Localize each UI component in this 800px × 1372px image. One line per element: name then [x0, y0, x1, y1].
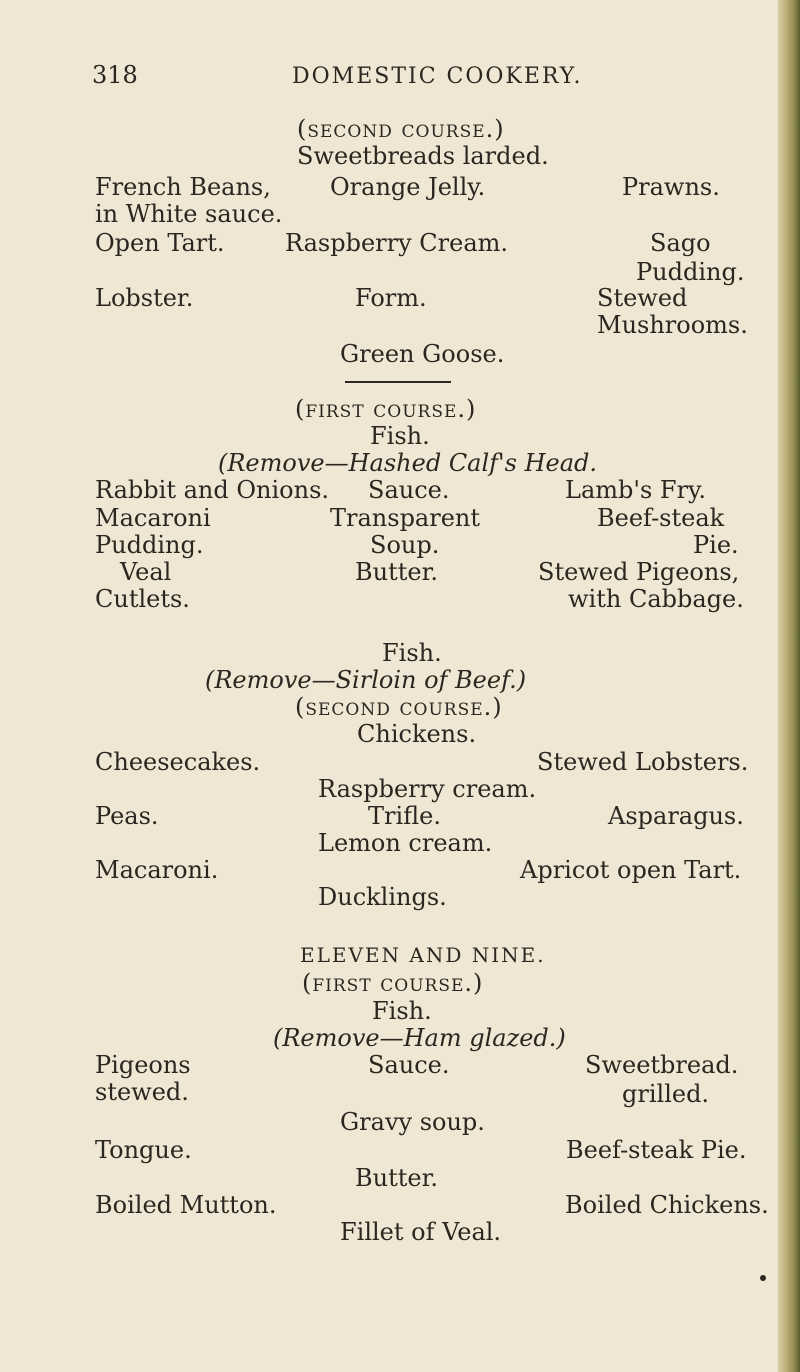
- remove-note: (Remove—Sirloin of Beef.): [205, 666, 527, 694]
- section-divider: [345, 381, 451, 383]
- menu-item: Sweetbread.: [585, 1051, 739, 1079]
- menu-item: Veal: [120, 558, 172, 586]
- menu-item: Sauce.: [368, 476, 450, 504]
- menu-item: Stewed: [597, 284, 688, 312]
- menu-item: Rabbit and Onions.: [95, 476, 330, 504]
- menu-item: Stewed Pigeons,: [538, 558, 740, 586]
- menu-item: Macaroni: [95, 504, 211, 532]
- menu-item: Open Tart.: [95, 229, 225, 257]
- menu-item: Green Goose.: [340, 340, 505, 368]
- menu-item: grilled.: [622, 1080, 710, 1108]
- remove-note: (Remove—Ham glazed.): [273, 1024, 566, 1052]
- course-heading: (first course.): [295, 395, 477, 423]
- running-title: DOMESTIC COOKERY.: [292, 64, 583, 89]
- menu-item: Raspberry cream.: [318, 775, 537, 803]
- menu-item: Tongue.: [95, 1136, 192, 1164]
- menu-item: Orange Jelly.: [330, 173, 486, 201]
- menu-item: Butter.: [355, 1164, 439, 1192]
- menu-item: Boiled Chickens.: [565, 1191, 769, 1219]
- menu-item: Pie.: [693, 531, 739, 559]
- menu-item: Peas.: [95, 802, 159, 830]
- menu-heading: ELEVEN AND NINE.: [300, 943, 546, 967]
- page-edge-shadow: [778, 0, 800, 1372]
- menu-item: Pudding.: [95, 531, 204, 559]
- menu-item: Fillet of Veal.: [340, 1218, 502, 1246]
- menu-item: Lemon cream.: [318, 829, 493, 857]
- menu-item: Form.: [355, 284, 427, 312]
- menu-item: Fish.: [382, 639, 442, 667]
- menu-item: Lamb's Fry.: [565, 476, 707, 504]
- menu-item: Soup.: [370, 531, 440, 559]
- course-heading: (second course.): [297, 115, 505, 143]
- menu-item: Sweetbreads larded.: [297, 142, 549, 170]
- menu-item: stewed.: [95, 1078, 189, 1106]
- menu-item: Chickens.: [357, 720, 477, 748]
- menu-item: Ducklings.: [318, 883, 447, 911]
- menu-item: Raspberry Cream.: [285, 229, 509, 257]
- menu-item: Lobster.: [95, 284, 194, 312]
- menu-item: Boiled Mutton.: [95, 1191, 277, 1219]
- ink-spot: [760, 1275, 766, 1281]
- menu-item: Mushrooms.: [597, 311, 748, 339]
- menu-item: Apricot open Tart.: [520, 856, 742, 884]
- course-heading: (first course.): [302, 969, 484, 997]
- menu-item: Transparent: [330, 504, 481, 532]
- menu-item: Gravy soup.: [340, 1108, 485, 1136]
- menu-item: Cutlets.: [95, 585, 190, 613]
- menu-item: with Cabbage.: [568, 585, 744, 613]
- menu-item: Pigeons: [95, 1051, 191, 1079]
- menu-item: Butter.: [355, 558, 439, 586]
- menu-item: Fish.: [372, 997, 432, 1025]
- page-number: 318: [92, 61, 138, 89]
- menu-item: Sauce.: [368, 1051, 450, 1079]
- menu-item: Beef-steak Pie.: [566, 1136, 747, 1164]
- menu-item: in White sauce.: [95, 200, 283, 228]
- menu-item: Stewed Lobsters.: [537, 748, 749, 776]
- menu-item: Asparagus.: [608, 802, 744, 830]
- course-heading: (second course.): [295, 693, 503, 721]
- menu-item: French Beans,: [95, 173, 271, 201]
- menu-item: Pudding.: [636, 258, 745, 286]
- menu-item: Sago: [650, 229, 711, 257]
- remove-note: (Remove—Hashed Calf's Head.: [218, 449, 598, 477]
- menu-item: Beef-steak: [597, 504, 725, 532]
- menu-item: Prawns.: [622, 173, 720, 201]
- menu-item: Cheesecakes.: [95, 748, 261, 776]
- menu-item: Fish.: [370, 422, 430, 450]
- menu-item: Macaroni.: [95, 856, 219, 884]
- menu-item: Trifle.: [368, 802, 441, 830]
